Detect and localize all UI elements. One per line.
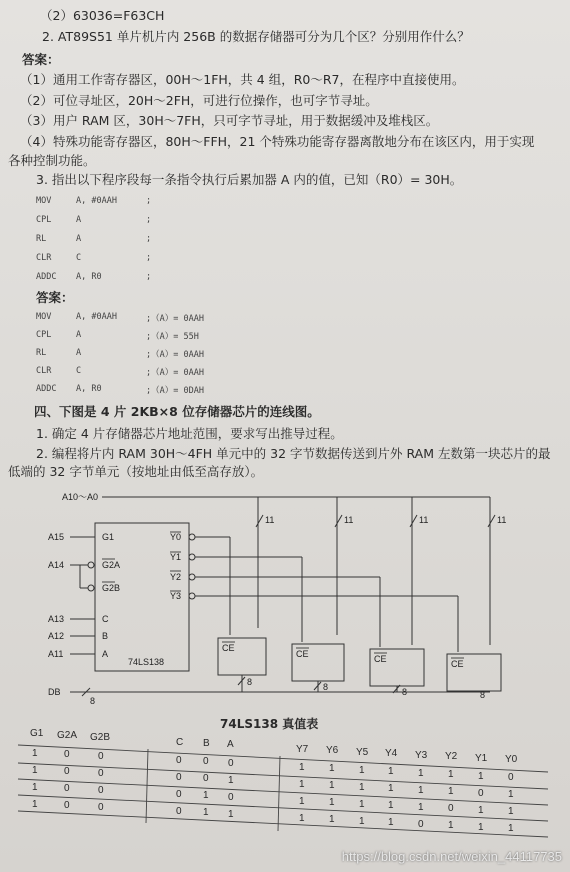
code-arg: A, R0 xyxy=(76,272,102,282)
answer-line: （3）用户 RAM 区，30H～7FH，只可字节寻址，用于数据缓冲及堆栈区。 xyxy=(20,113,439,128)
table-cell: 1 xyxy=(329,780,335,791)
chip-pin-c: C xyxy=(102,614,109,624)
code-comment: ;（A）= 0AAH xyxy=(146,314,204,324)
code-comment: ; xyxy=(146,272,152,282)
answer-heading: 答案： xyxy=(36,290,74,305)
bus-width-label: 8 xyxy=(402,687,408,697)
table-header: G1 xyxy=(30,728,44,739)
question-line: 2. 编程将片内 RAM 30H～4FH 单元中的 32 字节数据传送到片外 RAM 左数第一块芯片的最 xyxy=(36,446,551,461)
code-op: CLR xyxy=(36,366,52,376)
answer-heading: 答案： xyxy=(22,52,60,67)
table-cell: 0 xyxy=(64,766,70,777)
code-arg: C xyxy=(76,253,82,263)
code-arg: A, R0 xyxy=(76,384,102,394)
table-cell: 0 xyxy=(228,792,234,803)
code-op: RL xyxy=(36,348,47,358)
table-cell: 0 xyxy=(176,806,182,817)
table-cell: 0 xyxy=(228,758,234,769)
table-header: Y0 xyxy=(505,754,518,765)
code-arg: A xyxy=(76,234,82,244)
table-header: G2B xyxy=(90,732,111,743)
table-header: A xyxy=(227,739,234,750)
code-comment: ; xyxy=(146,196,152,206)
table-title: 74LS138 真值表 xyxy=(220,717,319,731)
code-op: MOV xyxy=(36,196,52,206)
code-comment: ;（A）= 0DAH xyxy=(146,386,204,396)
bus-width-label: 8 xyxy=(247,677,253,687)
answer-line: 各种控制功能。 xyxy=(8,153,96,168)
chip-pin-b: B xyxy=(102,631,109,641)
bus-width-label: 8 xyxy=(90,696,96,706)
table-header: Y1 xyxy=(475,753,488,764)
table-cell: 1 xyxy=(32,748,38,759)
bus-width-label: 11 xyxy=(419,515,429,525)
chip-enable-label: CE xyxy=(222,643,235,653)
table-cell: 1 xyxy=(329,814,335,825)
table-cell: 0 xyxy=(64,749,70,760)
code-op: CPL xyxy=(36,215,52,225)
table-cell: 0 xyxy=(98,768,104,779)
code-comment: ;（A）= 55H xyxy=(146,332,199,342)
code-op: MOV xyxy=(36,312,52,322)
table-header: G2A xyxy=(57,730,78,741)
code-comment: ; xyxy=(146,215,152,225)
table-cell: 1 xyxy=(329,797,335,808)
bus-width-label: 11 xyxy=(497,515,507,525)
watermark: https://blog.csdn.net/weixin_44117735 xyxy=(341,849,562,864)
table-cell: 1 xyxy=(388,800,394,811)
table-header: B xyxy=(203,738,210,749)
table-header: Y2 xyxy=(445,751,458,762)
answer-line: （2）可位寻址区，20H～2FH，可进行位操作，也可字节寻址。 xyxy=(20,93,378,108)
code-comment: ;（A）= 0AAH xyxy=(146,368,204,378)
chip-pin-g1: G1 xyxy=(102,532,115,542)
table-cell: 1 xyxy=(299,779,305,790)
answer-line: （4）特殊功能寄存器区，80H～FFH，21 个特殊功能寄存器离散地分布在该区内，用于实现 xyxy=(20,134,535,149)
section-heading: 四、下图是 4 片 2KB×8 位存储器芯片的连线图。 xyxy=(34,404,320,419)
table-cell: 1 xyxy=(299,762,305,773)
code-comment: ; xyxy=(146,253,152,263)
output-y3: Y3 xyxy=(170,591,182,601)
output-y2: Y2 xyxy=(170,572,182,582)
table-cell: 1 xyxy=(359,799,365,810)
pin-label-a11: A11 xyxy=(48,649,64,659)
table-cell: 1 xyxy=(228,809,234,820)
table-cell: 1 xyxy=(32,799,38,810)
table-cell: 1 xyxy=(418,785,424,796)
chip-enable-label: CE xyxy=(451,659,464,669)
table-cell: 1 xyxy=(508,806,514,817)
table-cell: 0 xyxy=(478,788,484,799)
table-cell: 1 xyxy=(299,796,305,807)
code-arg: A xyxy=(76,348,82,358)
code-op: CLR xyxy=(36,253,52,263)
table-cell: 1 xyxy=(508,823,514,834)
table-cell: 1 xyxy=(478,822,484,833)
table-cell: 0 xyxy=(176,772,182,783)
data-bus-label: DB xyxy=(48,687,61,697)
table-cell: 0 xyxy=(418,819,424,830)
table-cell: 1 xyxy=(448,820,454,831)
table-cell: 1 xyxy=(448,786,454,797)
code-comment: ;（A）= 0AAH xyxy=(146,350,204,360)
table-cell: 0 xyxy=(64,783,70,794)
table-cell: 1 xyxy=(32,782,38,793)
table-cell: 1 xyxy=(359,816,365,827)
table-cell: 0 xyxy=(98,785,104,796)
pin-label-a13: A13 xyxy=(48,614,65,624)
table-header: Y3 xyxy=(415,750,428,761)
table-header: C xyxy=(176,737,184,748)
code-arg: A, #0AAH xyxy=(76,196,117,206)
table-cell: 1 xyxy=(299,813,305,824)
table-header: Y6 xyxy=(326,745,339,756)
table-cell: 0 xyxy=(176,789,182,800)
table-cell: 1 xyxy=(388,766,394,777)
chip-pin-g2a: G2A xyxy=(102,560,121,570)
bus-width-label: 8 xyxy=(480,690,486,700)
address-bus-label: A10～A0 xyxy=(62,492,99,502)
table-cell: 1 xyxy=(203,790,209,801)
chip-enable-label: CE xyxy=(296,649,309,659)
decoder-chip-name: 74LS138 xyxy=(128,657,165,667)
code-op: ADDC xyxy=(36,384,57,394)
table-cell: 0 xyxy=(64,800,70,811)
code-op: ADDC xyxy=(36,272,57,282)
question-line: 低端的 32 字节单元（按地址由低至高存放）。 xyxy=(8,464,264,479)
bus-width-label: 11 xyxy=(265,515,275,525)
table-cell: 0 xyxy=(203,773,209,784)
table-header: Y7 xyxy=(296,744,309,755)
code-arg: A xyxy=(76,330,82,340)
question-3: 3. 指出以下程序段每一条指令执行后累加器 A 内的值，已知（R0）= 30H。 xyxy=(36,172,463,187)
table-cell: 1 xyxy=(508,789,514,800)
table-header: Y4 xyxy=(385,748,398,759)
table-header: Y5 xyxy=(356,747,369,758)
circuit-diagram xyxy=(0,485,570,710)
output-y0: Y0 xyxy=(170,532,182,542)
table-cell: 1 xyxy=(388,817,394,828)
answer-line: （1）通用工作寄存器区，00H～1FH，共 4 组，R0～R7，在程序中直接使用。 xyxy=(20,72,465,87)
chip-pin-a: A xyxy=(102,649,109,659)
table-cell: 1 xyxy=(418,802,424,813)
pin-label-a15: A15 xyxy=(48,532,65,542)
question-2: 2. AT89S51 单片机片内 256B 的数据存储器可分为几个区？分别用作什么？ xyxy=(42,29,470,44)
code-arg: A, #0AAH xyxy=(76,312,117,322)
table-cell: 1 xyxy=(478,805,484,816)
table-cell: 1 xyxy=(329,763,335,774)
table-cell: 1 xyxy=(32,765,38,776)
table-cell: 1 xyxy=(418,768,424,779)
table-cell: 1 xyxy=(478,771,484,782)
table-cell: 0 xyxy=(98,751,104,762)
table-cell: 1 xyxy=(228,775,234,786)
code-op: RL xyxy=(36,234,47,244)
question-line: 1. 确定 4 片存储器芯片地址范围，要求写出推导过程。 xyxy=(36,426,343,441)
table-cell: 0 xyxy=(448,803,454,814)
table-cell: 1 xyxy=(388,783,394,794)
code-comment: ; xyxy=(146,234,152,244)
output-y1: Y1 xyxy=(170,552,182,562)
code-arg: C xyxy=(76,366,82,376)
table-cell: 1 xyxy=(448,769,454,780)
pin-label-a14: A14 xyxy=(48,560,65,570)
chip-pin-g2b: G2B xyxy=(102,583,121,593)
bus-width-label: 8 xyxy=(323,682,329,692)
bus-width-label: 11 xyxy=(344,515,354,525)
pin-label-a12: A12 xyxy=(48,631,65,641)
table-cell: 1 xyxy=(203,807,209,818)
table-cell: 0 xyxy=(176,755,182,766)
table-cell: 1 xyxy=(359,765,365,776)
truth-table xyxy=(0,727,570,847)
table-cell: 0 xyxy=(508,772,514,783)
chip-enable-label: CE xyxy=(374,654,387,664)
table-cell: 0 xyxy=(203,756,209,767)
table-cell: 1 xyxy=(359,782,365,793)
code-op: CPL xyxy=(36,330,52,340)
answer-line: （2）63036=F63CH xyxy=(40,8,165,23)
code-arg: A xyxy=(76,215,82,225)
table-cell: 0 xyxy=(98,802,104,813)
